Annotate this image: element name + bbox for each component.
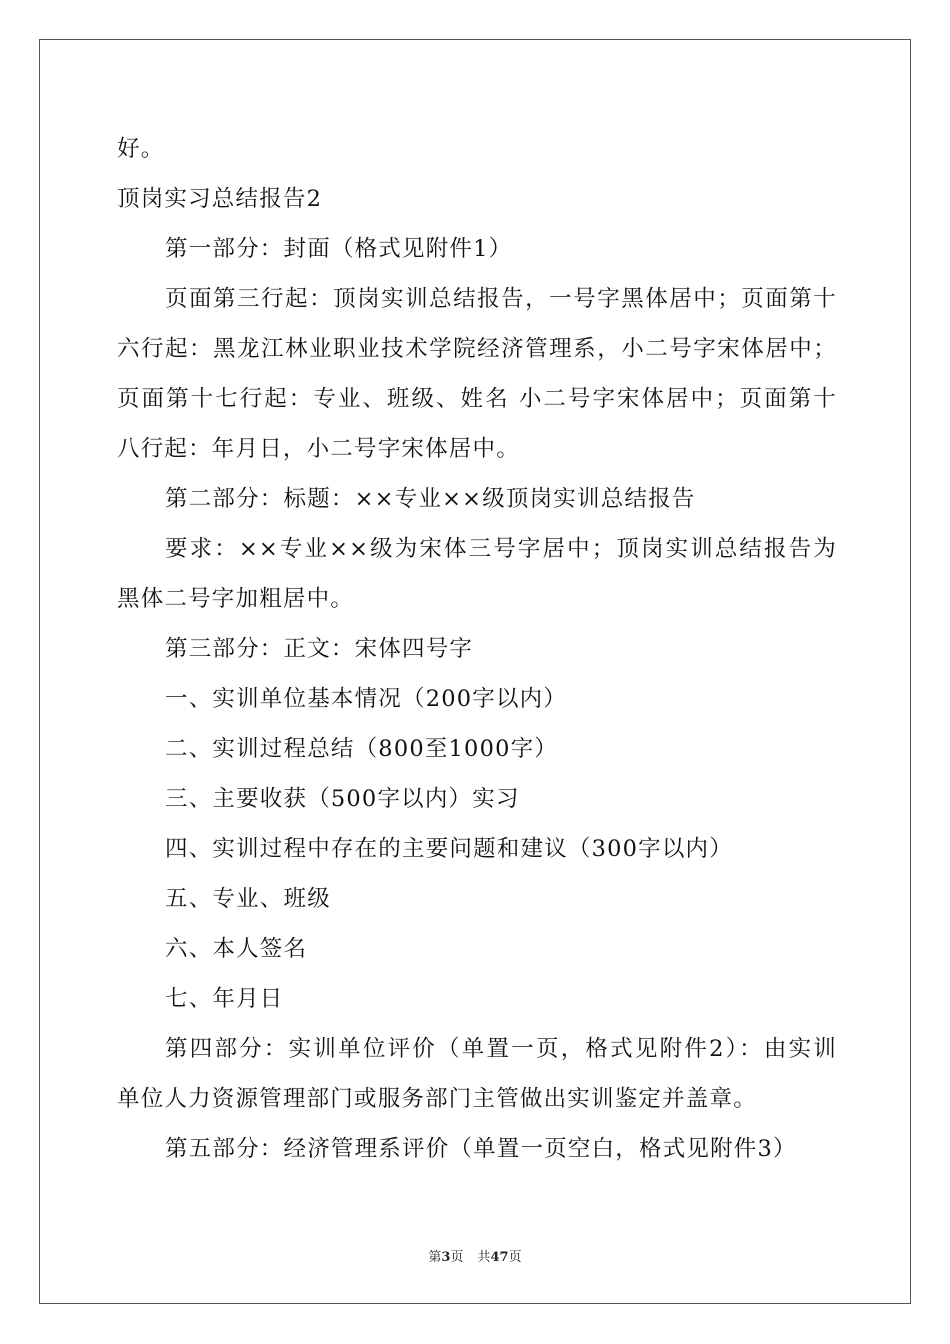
footer-total-suffix: 页 [508,1250,522,1265]
list-item: 五、专业、班级 [165,886,331,912]
list-item: 二、实训过程总结（800至1000字） [165,736,559,762]
footer-page-suffix: 页 [450,1250,464,1265]
footer-total-prefix: 共 [477,1250,491,1265]
section-heading: 顶岗实习总结报告2 [117,186,323,212]
body-line: 黑体二号字加粗居中。 [117,586,355,612]
footer-page-number: 3 [441,1250,451,1265]
footer-total-pages: 47 [490,1250,509,1265]
footer-page-prefix: 第 [428,1250,442,1265]
body-line: 要求：××专业××级为宋体三号字居中；顶岗实训总结报告为 [165,536,837,562]
list-item: 四、实训过程中存在的主要问题和建议（300字以内） [165,836,733,862]
list-item: 三、主要收获（500字以内）实习 [165,786,520,812]
body-line: 第一部分：封面（格式见附件1） [165,236,513,262]
list-item: 六、本人签名 [165,936,308,962]
document-body [117,124,837,1174]
body-line: 第二部分：标题：××专业××级顶岗实训总结报告 [165,486,696,512]
body-line: 六行起：黑龙江林业职业技术学院经济管理系，小二号字宋体居中； [117,336,837,362]
body-line: 第三部分：正文：宋体四号字 [165,636,474,662]
list-item: 一、实训单位基本情况（200字以内） [165,686,568,712]
list-item: 七、年月日 [165,986,284,1012]
body-line: 单位人力资源管理部门或服务部门主管做出实训鉴定并盖章。 [117,1086,757,1112]
body-line: 页面第十七行起：专业、班级、姓名 小二号字宋体居中；页面第十 [117,386,837,412]
body-line: 第五部分：经济管理系评价（单置一页空白，格式见附件3） [165,1136,797,1162]
body-line: 页面第三行起：顶岗实训总结报告，一号字黑体居中；页面第十 [165,286,837,312]
page-footer [0,1246,950,1265]
body-line: 八行起：年月日，小二号字宋体居中。 [117,436,520,462]
body-line: 好。 [117,136,165,162]
body-line: 第四部分：实训单位评价（单置一页，格式见附件2）：由实训 [165,1036,837,1062]
